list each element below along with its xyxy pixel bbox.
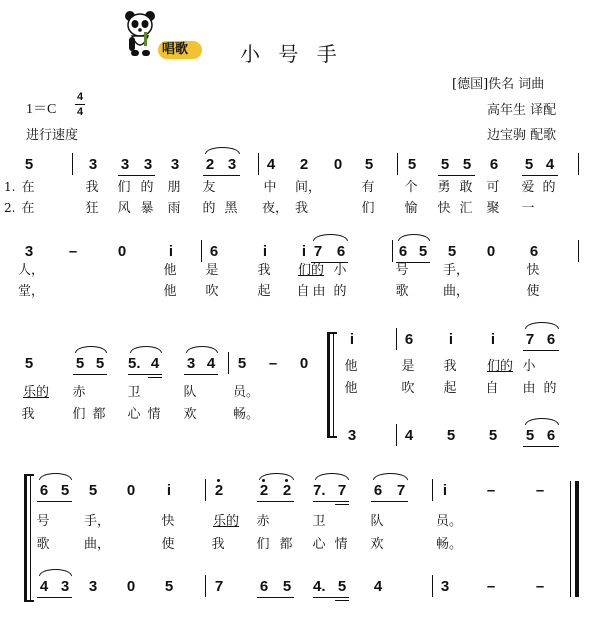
lyric: 员。 bbox=[233, 385, 260, 400]
note: 6 bbox=[209, 243, 219, 260]
note: 4 bbox=[373, 578, 383, 595]
slur bbox=[398, 234, 430, 241]
lyric: 我 bbox=[85, 180, 99, 195]
lyric: 手， bbox=[84, 514, 111, 529]
barline bbox=[432, 575, 433, 597]
barline bbox=[201, 240, 202, 262]
song-title: 小 号 手 bbox=[240, 42, 343, 66]
beam bbox=[203, 175, 240, 176]
lyric: 间， bbox=[295, 180, 322, 195]
note: i bbox=[490, 331, 496, 348]
lyric: 小 bbox=[522, 359, 536, 374]
note: 4 bbox=[150, 355, 160, 372]
lyric: 畅。 bbox=[233, 407, 260, 422]
note: 3 bbox=[440, 578, 450, 595]
slur bbox=[315, 473, 349, 480]
bracket-top bbox=[327, 332, 337, 334]
lyric: 员。 bbox=[436, 514, 463, 529]
note: 5 bbox=[524, 156, 534, 173]
final-barline-thin bbox=[570, 481, 571, 597]
note: 5 bbox=[440, 156, 450, 173]
note: 0 bbox=[117, 243, 127, 260]
note: 7 bbox=[525, 331, 535, 348]
lyric: 都 bbox=[279, 537, 293, 552]
beam bbox=[118, 175, 155, 176]
slur bbox=[130, 346, 162, 353]
slur bbox=[313, 234, 348, 241]
note: 0 bbox=[299, 355, 309, 372]
lyric: 暴 bbox=[140, 201, 154, 216]
note: 5. bbox=[128, 355, 141, 372]
note: i bbox=[442, 482, 448, 499]
lyric: 畅。 bbox=[436, 537, 463, 552]
lyric: 欢 bbox=[370, 537, 384, 552]
lyric: 一 bbox=[521, 201, 535, 216]
note: 3 bbox=[24, 243, 34, 260]
lyric: 有 bbox=[361, 180, 375, 195]
lyric: 由 bbox=[522, 381, 536, 396]
beam bbox=[313, 501, 349, 502]
lyric: 黑 bbox=[224, 201, 238, 216]
note: – bbox=[535, 482, 545, 499]
lyric: 在 bbox=[21, 201, 35, 216]
beam bbox=[522, 175, 558, 176]
lyric: 中 bbox=[263, 180, 277, 195]
barline bbox=[72, 153, 73, 175]
note: 5 bbox=[488, 427, 498, 444]
note: 0 bbox=[486, 243, 496, 260]
beam bbox=[523, 446, 559, 447]
note: 2 bbox=[282, 482, 292, 499]
note: 0 bbox=[126, 578, 136, 595]
note: 5 bbox=[337, 578, 347, 595]
note: 5 bbox=[75, 355, 85, 372]
lyric: 可 bbox=[486, 180, 500, 195]
note: 3 bbox=[120, 156, 130, 173]
lyric: 敢 bbox=[459, 180, 473, 195]
note: 5 bbox=[418, 243, 428, 260]
note: i bbox=[262, 243, 268, 260]
lyric: 赤 bbox=[256, 514, 270, 529]
lyric: 快 bbox=[161, 514, 175, 529]
barline bbox=[392, 240, 393, 262]
lyric: 雨 bbox=[167, 201, 181, 216]
note: 2 bbox=[214, 482, 224, 499]
note: 7 bbox=[396, 482, 406, 499]
beam bbox=[73, 374, 107, 375]
note: 3 bbox=[88, 156, 98, 173]
lyric: 欢 bbox=[183, 407, 197, 422]
note: 5 bbox=[446, 427, 456, 444]
lyric: 我 bbox=[21, 407, 35, 422]
note: 5 bbox=[60, 482, 70, 499]
lyric: 人， bbox=[18, 263, 45, 278]
lyric: 起 bbox=[443, 381, 457, 396]
note: 5 bbox=[237, 355, 247, 372]
sing-badge-label: 唱歌 bbox=[162, 42, 189, 57]
note: 6 bbox=[489, 156, 499, 173]
lyric: 小 bbox=[333, 263, 347, 278]
lyric: 的 bbox=[542, 180, 556, 195]
note: – bbox=[535, 578, 545, 595]
lyric: 的 bbox=[333, 284, 347, 299]
note: 5 bbox=[282, 578, 292, 595]
note: 5 bbox=[525, 427, 535, 444]
note: i bbox=[349, 331, 355, 348]
tempo-marking: 进行速度 bbox=[26, 128, 79, 143]
system-bracket-thin bbox=[333, 332, 334, 438]
note: 5 bbox=[462, 156, 472, 173]
lyric: 使 bbox=[526, 284, 540, 299]
lyric: 曲， bbox=[84, 537, 111, 552]
note: 5 bbox=[164, 578, 174, 595]
beam bbox=[335, 504, 349, 505]
note: 4 bbox=[206, 355, 216, 372]
lyric: 愉 bbox=[404, 201, 418, 216]
lyric: 我 bbox=[257, 263, 271, 278]
beam bbox=[438, 175, 475, 176]
note: 4 bbox=[404, 427, 414, 444]
lyric: 在 bbox=[21, 180, 35, 195]
note: – bbox=[486, 482, 496, 499]
lyric: 夜， bbox=[262, 201, 289, 216]
barline bbox=[228, 352, 229, 374]
note: 7. bbox=[313, 482, 326, 499]
barline bbox=[397, 153, 398, 175]
beam bbox=[313, 597, 349, 598]
lyric: 歌 bbox=[36, 537, 50, 552]
lyric: 我 bbox=[295, 201, 309, 216]
lyric: 情 bbox=[147, 407, 161, 422]
note: 2 bbox=[299, 156, 309, 173]
barline bbox=[578, 153, 579, 175]
beam bbox=[184, 374, 218, 375]
final-barline-thick bbox=[575, 481, 579, 597]
lyric: 队 bbox=[183, 385, 197, 400]
note: 0 bbox=[333, 156, 343, 173]
credit-translator: 高年生 译配 bbox=[487, 103, 557, 118]
lyric: 的 bbox=[543, 381, 557, 396]
lyric: 勇 bbox=[437, 180, 451, 195]
lyric: 们 bbox=[72, 407, 86, 422]
beam bbox=[371, 501, 408, 502]
lyric: 风 bbox=[117, 201, 131, 216]
octave-dot bbox=[217, 479, 220, 482]
beam bbox=[257, 597, 294, 598]
note: 6 bbox=[39, 482, 49, 499]
note: 4 bbox=[39, 578, 49, 595]
panda-mascot bbox=[122, 10, 162, 58]
barline bbox=[205, 575, 206, 597]
slur bbox=[259, 473, 294, 480]
beam bbox=[37, 501, 72, 502]
note: 6 bbox=[259, 578, 269, 595]
note: – bbox=[486, 578, 496, 595]
note: 3 bbox=[347, 427, 357, 444]
beam bbox=[37, 597, 72, 598]
lyric: 我 bbox=[443, 359, 457, 374]
lyric: 赤 bbox=[72, 385, 86, 400]
note: 7 bbox=[214, 578, 224, 595]
lyric: 友 bbox=[202, 180, 216, 195]
lyric: 曲， bbox=[443, 284, 470, 299]
note: i bbox=[448, 331, 454, 348]
barline bbox=[258, 153, 259, 175]
note: 5 bbox=[407, 156, 417, 173]
lyric: 汇 bbox=[459, 201, 473, 216]
lyric: 手， bbox=[443, 263, 470, 278]
slur bbox=[525, 418, 559, 425]
credit-arranger: 边宝驹 配歌 bbox=[487, 128, 557, 143]
verse-number: 1. bbox=[4, 180, 16, 194]
lyric: 乐的 bbox=[22, 385, 49, 400]
system-bracket-thin bbox=[30, 474, 31, 602]
note: 5 bbox=[364, 156, 374, 173]
note: – bbox=[268, 355, 278, 372]
lyric: 吹 bbox=[205, 284, 219, 299]
note: 6 bbox=[546, 427, 556, 444]
note: 6 bbox=[404, 331, 414, 348]
note: i bbox=[168, 243, 174, 260]
lyric: 自 bbox=[296, 284, 310, 299]
note: 3 bbox=[143, 156, 153, 173]
note: 3 bbox=[88, 578, 98, 595]
note: 4 bbox=[266, 156, 276, 173]
note: 4. bbox=[313, 578, 326, 595]
lyric: 心 bbox=[127, 407, 141, 422]
note: 4 bbox=[545, 156, 555, 173]
lyric: 堂， bbox=[18, 284, 45, 299]
lyric: 们的 bbox=[297, 263, 324, 278]
bracket-bottom bbox=[24, 600, 34, 602]
lyric: 快 bbox=[526, 263, 540, 278]
slur bbox=[39, 473, 72, 480]
lyric: 吹 bbox=[401, 381, 415, 396]
lyric: 卫 bbox=[127, 385, 141, 400]
lyric: 快 bbox=[437, 201, 451, 216]
lyric: 的 bbox=[140, 180, 154, 195]
lyric: 号 bbox=[36, 514, 50, 529]
note: 5 bbox=[88, 482, 98, 499]
lyric: 们的 bbox=[486, 359, 513, 374]
note: 5 bbox=[447, 243, 457, 260]
lyric: 起 bbox=[257, 284, 271, 299]
barline bbox=[396, 328, 397, 350]
verse-number: 2. bbox=[4, 201, 16, 215]
lyric: 们 bbox=[117, 180, 131, 195]
note: 7 bbox=[313, 243, 323, 260]
lyric: 队 bbox=[370, 514, 384, 529]
lyric: 朋 bbox=[167, 180, 181, 195]
note: 5 bbox=[95, 355, 105, 372]
system-bracket bbox=[24, 474, 27, 602]
lyric: 卫 bbox=[312, 514, 326, 529]
note: 5 bbox=[24, 355, 34, 372]
barline bbox=[432, 479, 433, 501]
beam bbox=[257, 501, 294, 502]
note: 6 bbox=[373, 482, 383, 499]
note: – bbox=[68, 243, 78, 260]
lyric: 使 bbox=[161, 537, 175, 552]
slur bbox=[39, 569, 72, 576]
lyric: 们 bbox=[256, 537, 270, 552]
note: 0 bbox=[126, 482, 136, 499]
lyric: 他 bbox=[344, 359, 358, 374]
lyric: 乐的 bbox=[212, 514, 239, 529]
lyric: 歌 bbox=[395, 284, 409, 299]
lyric: 情 bbox=[334, 537, 348, 552]
lyric: 心 bbox=[312, 537, 326, 552]
slur bbox=[373, 473, 408, 480]
lyric: 我 bbox=[211, 537, 225, 552]
lyric: 的 bbox=[202, 201, 216, 216]
lyric: 是 bbox=[401, 359, 415, 374]
lyric: 都 bbox=[92, 407, 106, 422]
beam bbox=[523, 350, 559, 351]
lyric: 他 bbox=[163, 263, 177, 278]
note: 3 bbox=[170, 156, 180, 173]
barline bbox=[578, 240, 579, 262]
lyric: 爱 bbox=[521, 180, 535, 195]
system-bracket bbox=[327, 332, 330, 438]
note: 6 bbox=[546, 331, 556, 348]
note: i bbox=[301, 243, 307, 260]
slur bbox=[525, 322, 559, 329]
note: 5 bbox=[24, 156, 34, 173]
lyric: 个 bbox=[404, 180, 418, 195]
barline bbox=[205, 479, 206, 501]
bracket-bottom bbox=[327, 436, 337, 438]
lyric: 号 bbox=[395, 263, 409, 278]
time-sig-bottom: 4 bbox=[77, 106, 84, 118]
slur bbox=[205, 147, 240, 154]
note: 6 bbox=[398, 243, 408, 260]
lyric: 狂 bbox=[85, 201, 99, 216]
bracket-top bbox=[24, 474, 34, 476]
slur bbox=[186, 346, 218, 353]
note: 3 bbox=[60, 578, 70, 595]
lyric: 自 bbox=[485, 381, 499, 396]
lyric: 由 bbox=[312, 284, 326, 299]
lyric: 们 bbox=[361, 201, 375, 216]
lyric: 是 bbox=[205, 263, 219, 278]
key-signature: 1＝C bbox=[26, 102, 57, 117]
note: i bbox=[166, 482, 172, 499]
note: 3 bbox=[186, 355, 196, 372]
lyric: 他 bbox=[163, 284, 177, 299]
beam bbox=[148, 377, 162, 378]
credit-lyrics: [德国]佚名 词曲 bbox=[452, 77, 545, 92]
note: 7 bbox=[337, 482, 347, 499]
slur bbox=[75, 346, 107, 353]
beam bbox=[128, 374, 162, 375]
note: 2 bbox=[259, 482, 269, 499]
lyric: 聚 bbox=[486, 201, 500, 216]
note: 2 bbox=[205, 156, 215, 173]
note: 6 bbox=[336, 243, 346, 260]
beam bbox=[335, 600, 349, 601]
barline bbox=[396, 424, 397, 446]
note: 6 bbox=[529, 243, 539, 260]
note: 3 bbox=[227, 156, 237, 173]
time-sig-top: 4 bbox=[77, 91, 84, 103]
lyric: 他 bbox=[344, 381, 358, 396]
